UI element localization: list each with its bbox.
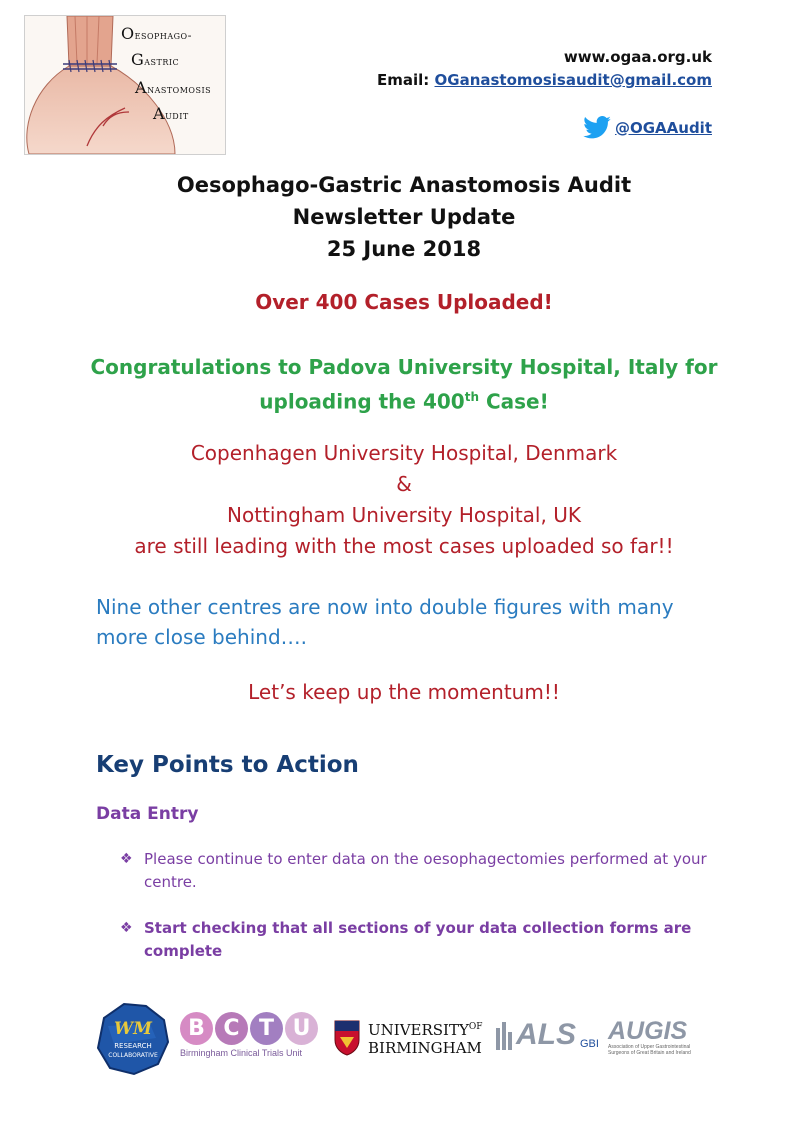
wm-research-collaborative-logo: [94, 998, 172, 1076]
congrats-line-2: uploading the 400th Case!: [259, 389, 549, 414]
wm-logo-line2: COLLABORATIVE: [108, 1052, 158, 1059]
website-link[interactable]: www.ogaa.org.uk: [563, 48, 712, 66]
title-line-1: Oesophago-Gastric Anastomosis Audit: [176, 173, 632, 197]
key-points-heading: Key Points to Action: [96, 752, 359, 778]
email-label: Email:: [377, 71, 430, 89]
wm-logo-line1: RESEARCH: [114, 1042, 152, 1050]
als-main: ALS: [516, 1018, 576, 1051]
leaders-block: [0, 438, 808, 562]
bullet-text: Please continue to enter data on the oesophagectomies performed at your centre.: [144, 850, 707, 891]
wm-logo-big: WM: [114, 1019, 152, 1039]
cases-headline: Over 400 Cases Uploaded!: [255, 290, 553, 314]
ogaa-logo: [24, 15, 226, 155]
uob-line1: $UNIVERSITY^{OF}$: [368, 1021, 483, 1039]
bctu-letter-c: C: [215, 1012, 248, 1045]
title-line-2: Newsletter Update: [292, 205, 516, 229]
email-line: [377, 69, 712, 92]
augis-logo: [608, 1018, 708, 1056]
newsletter-title: [0, 169, 808, 265]
augis-caption: Association of Upper Gastrointestinal Surgeons of Great Britain and Ireland: [608, 1044, 691, 1056]
bctu-letter-u: U: [285, 1012, 318, 1045]
logo-word-gastric: Gastric: [131, 50, 180, 69]
bctu-letter-b: B: [180, 1012, 213, 1045]
bctu-logo: [180, 1012, 322, 1064]
bullet-text: Start checking that all sections of your data collection forms are complete: [144, 919, 692, 960]
bctu-letter-t: T: [250, 1012, 283, 1045]
logo-word-audit: Audit: [153, 104, 189, 123]
uob-line2: BIRMINGHAM: [368, 1039, 482, 1057]
twitter-icon: [583, 116, 611, 139]
als-gbi-logo: [494, 1018, 599, 1050]
twitter-handle-link[interactable]: @OGAAudit: [614, 118, 712, 137]
twitter-row[interactable]: [583, 116, 712, 139]
logo-word-oesophago: Oesophago-: [121, 24, 192, 43]
als-sub: GBI: [580, 1038, 599, 1050]
als-building-icon: [494, 1018, 514, 1050]
congrats-line-1: Congratulations to Padova University Hospital, Italy for: [90, 355, 718, 379]
contact-block: [377, 46, 712, 92]
diamond-bullet-icon: ❖: [120, 920, 133, 936]
diamond-bullet-icon: ❖: [120, 851, 133, 867]
leader-hospital-2: Nottingham University Hospital, UK: [227, 503, 581, 527]
augis-main: AUGIS: [608, 1017, 688, 1045]
bullet-item: [120, 848, 710, 894]
momentum-text: Let’s keep up the momentum!!: [248, 680, 560, 704]
leaders-tail: are still leading with the most cases uploaded so far!!: [134, 534, 674, 558]
nine-centres-text: Nine other centres are now into double figures with many more close behind….: [96, 595, 674, 649]
leader-ampersand: &: [396, 472, 412, 496]
data-entry-subheading: Data Entry: [96, 804, 199, 824]
logo-word-anastomosis: Anastomosis: [135, 78, 212, 97]
leader-hospital-1: Copenhagen University Hospital, Denmark: [190, 441, 618, 465]
bctu-caption: Birmingham Clinical Trials Unit: [180, 1048, 303, 1058]
title-date: 25 June 2018: [326, 237, 482, 261]
email-link[interactable]: OGanastomosisaudit@gmail.com: [434, 71, 712, 89]
uob-crest-icon: [334, 1020, 360, 1056]
bullet-item: [120, 917, 710, 963]
uob-logo: [334, 1018, 483, 1057]
congrats-block: [0, 352, 808, 417]
